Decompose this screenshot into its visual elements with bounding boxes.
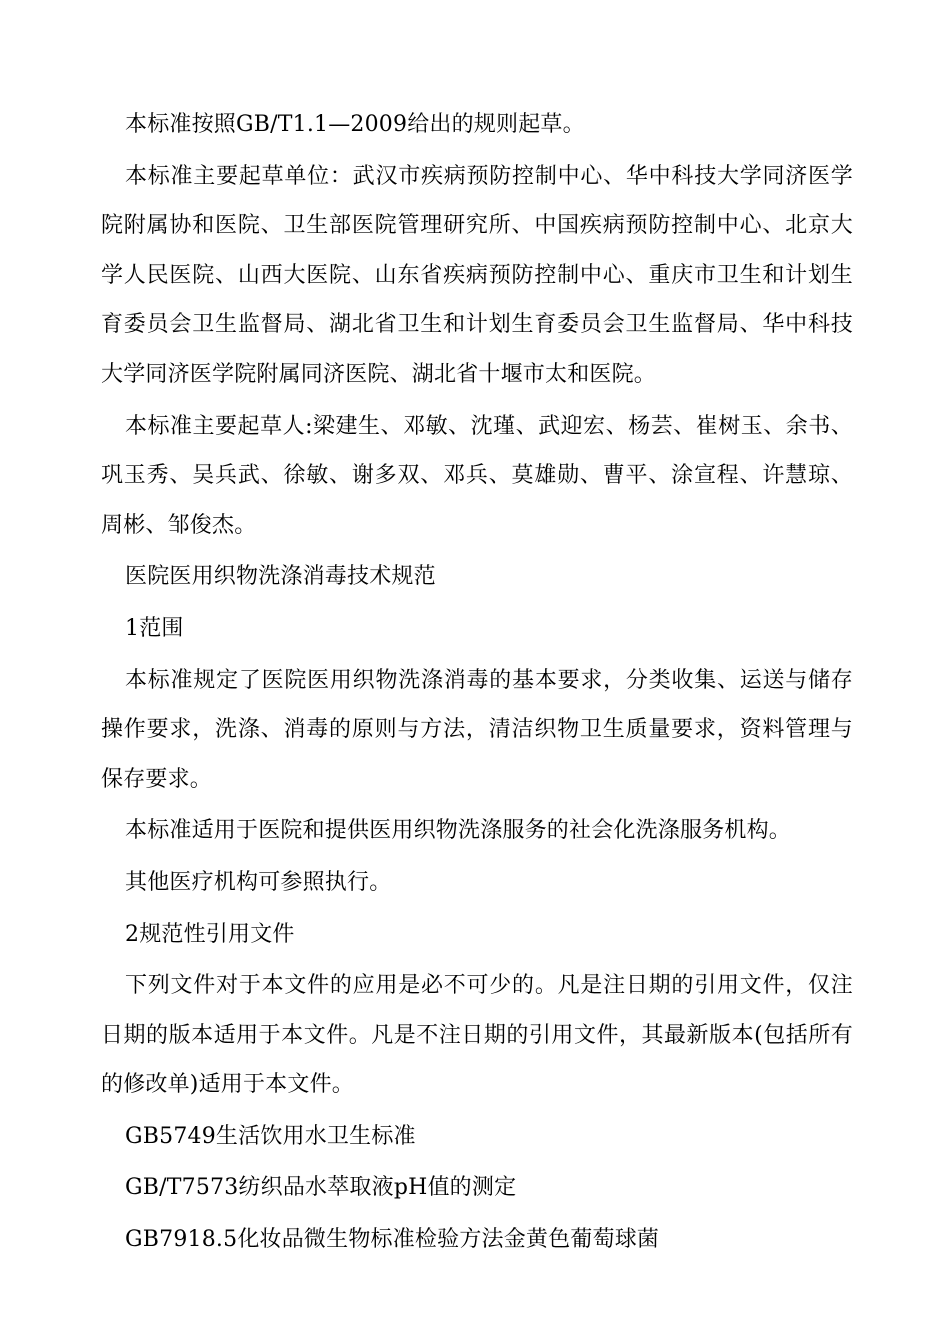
document-body: [101, 100, 853, 1267]
reference-item: GB5749生活饮用水卫生标准: [125, 1123, 416, 1149]
other-institutions-paragraph: 其他医疗机构可参照执行。: [125, 869, 392, 895]
section-heading-scope: 1范围: [125, 615, 184, 641]
normative-references-paragraph: 下列文件对于本文件的应用是必不可少的。凡是注日期的引用文件，仅注日期的版本适用于本文件。凡是不注日期的引用文件，其最新版本(包括所有的修改单)适用于本文件。: [101, 973, 853, 1098]
reference-item: GB/T7573纺织品水萃取液pH值的测定: [125, 1175, 517, 1201]
drafters-paragraph: 本标准主要起草人:梁建生、邓敏、沈瑾、武迎宏、杨芸、崔树玉、余书、巩玉秀、吴兵武、徐敏、谢多双、邓兵、莫雄勋、曹平、涂宣程、许慧琼、周彬、邹俊杰。: [101, 413, 853, 538]
scope-paragraph: 本标准规定了医院医用织物洗涤消毒的基本要求，分类收集、运送与储存操作要求，洗涤、消毒的原则与方法，清洁织物卫生质量要求，资料管理与保存要求。: [101, 667, 853, 792]
reference-item: GB7918.5化妆品微生物标准检验方法金黄色葡萄球菌: [125, 1227, 660, 1253]
standard-title: 医院医用织物洗涤消毒技术规范: [125, 564, 436, 590]
applicability-paragraph: 本标准适用于医院和提供医用织物洗涤服务的社会化洗涤服务机构。: [125, 818, 792, 844]
drafting-units-paragraph: 本标准主要起草单位：武汉市疾病预防控制中心、华中科技大学同济医学院附属协和医院、卫生部医院管理研究所、中国疾病预防控制中心、北京大学人民医院、山西大医院、山东省疾病预防控制中心、重庆市卫生和计划生育委员会卫生监督局、湖北省卫生和计划生育委员会卫生监督局、华中科技大学同济医学院附属同济医院、湖北省十堰市太和医院。: [101, 163, 853, 387]
drafting-rules-paragraph: 本标准按照GB/T1.1—2009给出的规则起草。: [125, 112, 585, 137]
section-heading-normative-references: 2规范性引用文件: [125, 921, 295, 947]
